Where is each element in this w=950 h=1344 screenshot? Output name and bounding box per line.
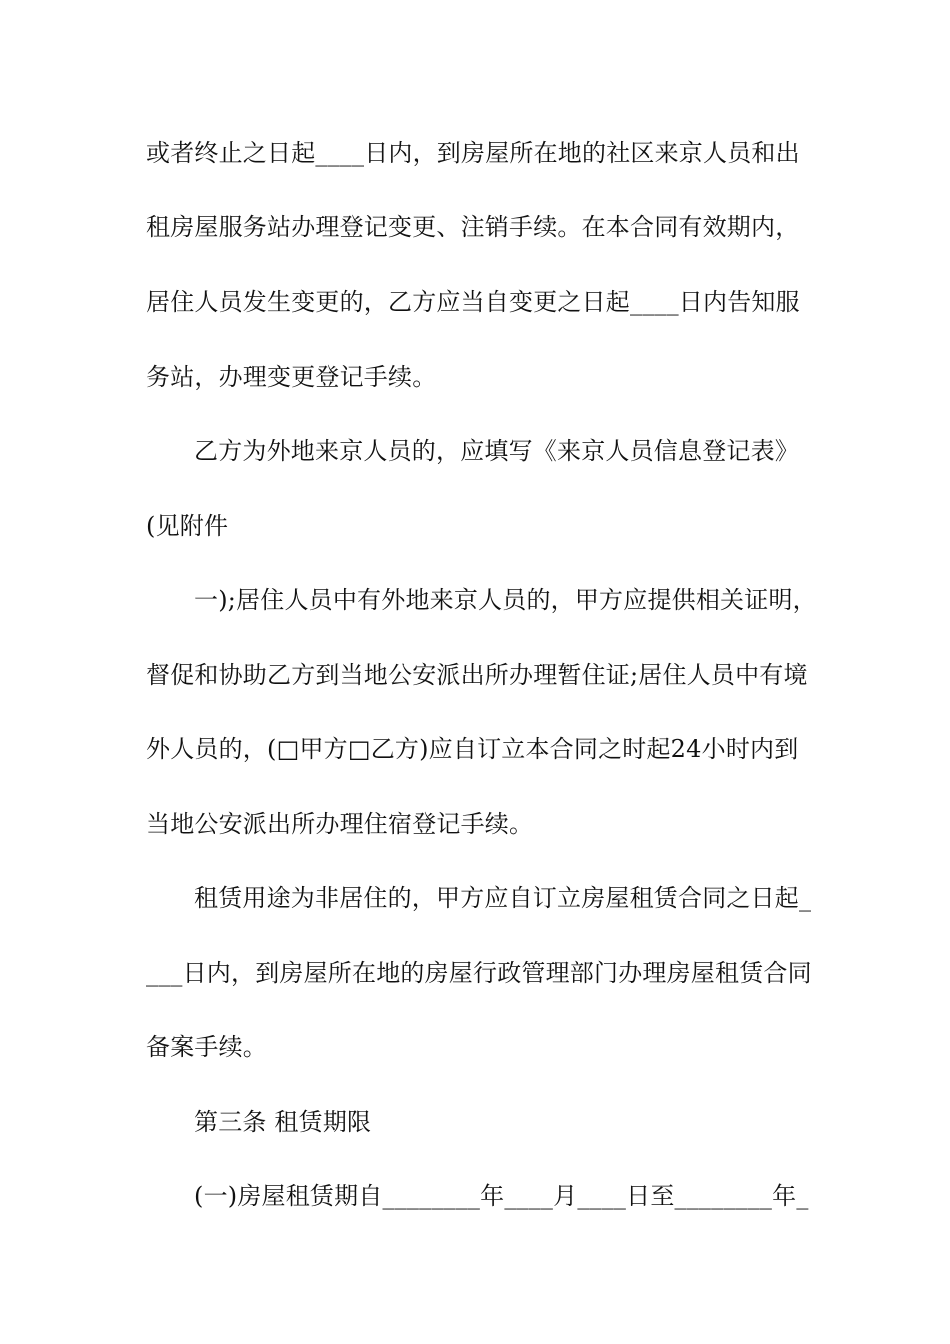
paragraph-line: 当地公安派出所办理住宿登记手续。 [146, 810, 534, 838]
paragraph-line: 督促和协助乙方到当地公安派出所办理暂住证;居住人员中有境 [146, 661, 808, 689]
paragraph-line: ___日内，到房屋所在地的房屋行政管理部门办理房屋租赁合同 [146, 959, 812, 987]
paragraph-line: (一)房屋租赁期自________年____月____日至________年_ [194, 1182, 809, 1210]
section-heading: 第三条 租赁期限 [194, 1108, 372, 1136]
paragraph-line: 或者终止之日起____日内，到房屋所在地的社区来京人员和出 [146, 139, 800, 167]
paragraph-line: 乙方为外地来京人员的，应填写《来京人员信息登记表》 [194, 437, 799, 465]
paragraph-line: 外人员的，(□甲方□乙方)应自订立本合同之时起24小时内到 [146, 735, 799, 763]
paragraph-line: (见附件 [146, 512, 229, 540]
paragraph-line: 租赁用途为非居住的，甲方应自订立房屋租赁合同之日起_ [194, 884, 812, 912]
paragraph-line: 一);居住人员中有外地来京人员的，甲方应提供相关证明， [194, 586, 817, 614]
paragraph-line: 务站，办理变更登记手续。 [146, 363, 437, 391]
paragraph-line: 租房屋服务站办理登记变更、注销手续。在本合同有效期内， [146, 213, 800, 241]
paragraph-line: 备案手续。 [146, 1033, 267, 1061]
paragraph-line: 居住人员发生变更的，乙方应当自变更之日起____日内告知服 [146, 288, 800, 316]
